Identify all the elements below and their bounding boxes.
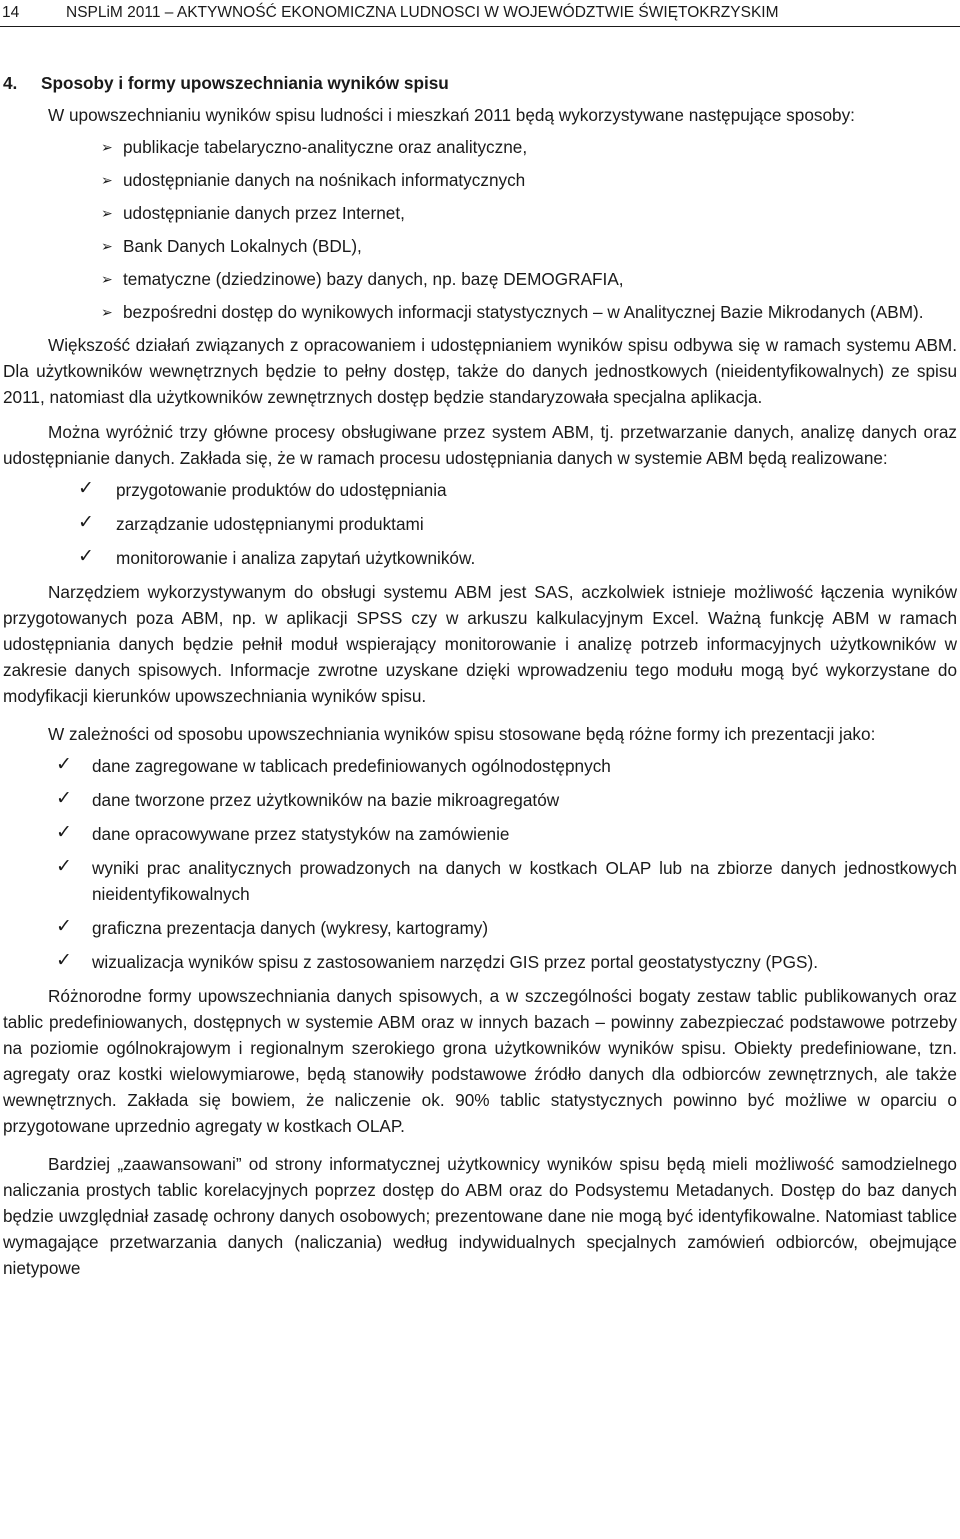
page-body <box>3 70 957 1281</box>
checkmark-bullet-icon: ✓ <box>78 478 94 499</box>
list-item <box>3 949 957 975</box>
checkmark-bullet-icon: ✓ <box>56 950 72 971</box>
list-item <box>3 477 957 503</box>
list-item-text: bezpośredni dostęp do wynikowych informacji statystycznych – w Analitycznej Bazie Mikrodanych (ABM). <box>123 302 924 322</box>
section-number: 4. <box>3 73 18 93</box>
list-item <box>3 915 957 941</box>
list-item-text: przygotowanie produktów do udostępniania <box>116 480 447 500</box>
list-item-text: zarządzanie udostępnianymi produktami <box>116 514 424 534</box>
page-number: 14 <box>2 4 20 21</box>
list-item-text: dane tworzone przez użytkowników na bazie mikroagregatów <box>92 790 560 810</box>
checkmark-bullet-icon: ✓ <box>56 754 72 775</box>
list-item-text: wizualizacja wyników spisu z zastosowaniem narzędzi GIS przez portal geostatystyczny (PGS). <box>92 952 818 972</box>
list-item <box>3 753 957 779</box>
arrow-bullet-icon: ➢ <box>101 172 113 188</box>
checkmark-bullet-icon: ✓ <box>56 822 72 843</box>
list-item <box>101 134 957 160</box>
checkmark-bullet-icon: ✓ <box>78 512 94 533</box>
list-item <box>101 200 957 226</box>
paragraph-advanced-users: Bardziej „zaawansowani” od strony informatycznej użytkownicy wyników spisu będą mieli możliwość samodzielnego naliczania prostych tablic korelacyjnych poprzez dostęp do ABM oraz do Podsystemu Metadanych. Dostęp do baz danych będzie uwzględniał zasadę ochrony danych osobowych; prezentowane dane nie mogą być identyfikowalne. Natomiast tablice wymagające przetwarzania danych (naliczania) według indywidualnych specjalnych zamówień odbiorców, obejmujące nietypowe <box>3 1154 957 1278</box>
list-item <box>3 511 957 537</box>
list-item <box>3 855 957 907</box>
paragraph-abm-processes: Można wyróżnić trzy główne procesy obsługiwane przez system ABM, tj. przetwarzanie danych, analizę danych oraz udostępnianie danych. Zakłada się, że w ramach procesu udostępniania danych w systemie ABM będą realizowane: <box>3 422 957 468</box>
list-item <box>101 233 957 259</box>
list-item <box>101 299 957 325</box>
running-title: NSPLiM 2011 – AKTYWNOŚĆ EKONOMICZNA LUDNOSCI W WOJEWÓDZTWIE ŚWIĘTOKRZYSKIM <box>66 4 779 21</box>
list-item-text: Bank Danych Lokalnych (BDL), <box>123 236 362 256</box>
list-item-text: udostępnianie danych na nośnikach informatycznych <box>123 170 526 190</box>
section-title: Sposoby i formy upowszechniania wyników spisu <box>41 73 449 93</box>
header-rule <box>0 26 960 27</box>
arrow-bullet-icon: ➢ <box>101 304 113 320</box>
methods-list <box>3 134 957 325</box>
list-item <box>3 545 957 571</box>
page-header <box>0 0 960 30</box>
checkmark-bullet-icon: ✓ <box>56 916 72 937</box>
section-heading <box>3 70 957 98</box>
presentation-forms-list <box>3 753 957 975</box>
list-item-text: udostępnianie danych przez Internet, <box>123 203 405 223</box>
paragraph-abm-scope: Większość działań związanych z opracowaniem i udostępnianiem wyników spisu odbywa się w ramach systemu ABM. Dla użytkowników wewnętrznych będzie to pełny dostęp, także do danych jednostkowych (nieidentyfikowalnych) ze spisu 2011, natomiast dla użytkowników zewnętrznych dostęp będzie standaryzowała specjalna aplikacja. <box>3 335 957 407</box>
list-item-text: dane zagregowane w tablicach predefiniowanych ogólnodostępnych <box>92 756 611 776</box>
list-item-text: tematyczne (dziedzinowe) bazy danych, np. bazę DEMOGRAFIA, <box>123 269 624 289</box>
arrow-bullet-icon: ➢ <box>101 139 113 155</box>
arrow-bullet-icon: ➢ <box>101 271 113 287</box>
list-item <box>101 167 957 193</box>
paragraph-sas-tool: Narzędziem wykorzystywanym do obsługi systemu ABM jest SAS, aczkolwiek istnieje możliwość łączenia wyników przygotowanych poza ABM, np. w aplikacji SPSS czy w arkuszu kalkulacyjnym Excel. Ważną funkcję ABM w ramach udostępniania danych będzie pełnił moduł wspierający monitorowanie i analizę potrzeb informacyjnych użytkowników w zakresie danych spisowych. Informacje zwrotne uzyskane dzięki wprowadzeniu tego modułu mogą być wykorzystane do modyfikacji kierunków upowszechniania wyników spisu. <box>3 582 957 706</box>
list-item-text: graficzna prezentacja danych (wykresy, kartogramy) <box>92 918 489 938</box>
checkmark-bullet-icon: ✓ <box>56 788 72 809</box>
paragraph-predefined-tables: Różnorodne formy upowszechniania danych spisowych, a w szczególności bogaty zestaw tablic publikowanych oraz tablic predefiniowanych, dostępnych w systemie ABM oraz w innych bazach – powinny zabezpieczać podstawowe potrzeby na poziomie ogólnokrajowym i regionalnym szerokiego grona użytkowników wyników spisu. Obiekty predefiniowane, tzn. agregaty oraz kostki wielowymiarowe, będą stanowiły podstawowe źródło danych dla odbiorców zewnętrznych, ale także wewnętrznych. Zakłada się bowiem, że naliczenie ok. 90% tablic statystycznych powinno być możliwe w oparciu o przygotowane uprzednio agregaty w kostkach OLAP. <box>3 986 957 1136</box>
list-item-text: monitorowanie i analiza zapytań użytkowników. <box>116 548 476 568</box>
list-item <box>3 787 957 813</box>
abm-tasks-list <box>3 477 957 571</box>
list-item <box>3 821 957 847</box>
list-item-text: dane opracowywane przez statystyków na zamówienie <box>92 824 510 844</box>
checkmark-bullet-icon: ✓ <box>78 546 94 567</box>
intro-paragraph: W upowszechnianiu wyników spisu ludności i mieszkań 2011 będą wykorzystywane następujące sposoby: <box>48 105 855 125</box>
arrow-bullet-icon: ➢ <box>101 205 113 221</box>
arrow-bullet-icon: ➢ <box>101 238 113 254</box>
checkmark-bullet-icon: ✓ <box>56 856 72 877</box>
list-item-text: publikacje tabelaryczno-analityczne oraz analityczne, <box>123 137 528 157</box>
list-item-text: wyniki prac analitycznych prowadzonych na danych w kostkach OLAP lub na zbiorze danych jednostkowych nieidentyfikowalnych <box>92 858 957 904</box>
paragraph-forms-intro: W zależności od sposobu upowszechniania wyników spisu stosowane będą różne formy ich prezentacji jako: <box>48 724 876 744</box>
list-item <box>101 266 957 292</box>
